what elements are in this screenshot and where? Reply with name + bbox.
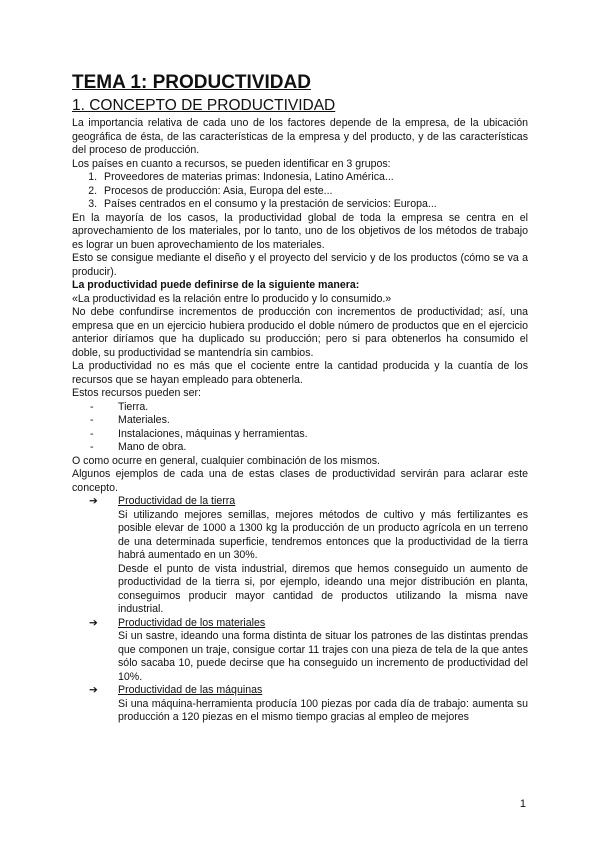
section-heading: 1. CONCEPTO DE PRODUCTIVIDAD [72,97,336,114]
dash-bullet: - [90,441,94,453]
majority-paragraph: En la mayoría de los casos, la productividad global de toda la empresa se centra en el aprovechamiento de los materiales, por lo tanto, uno de los objetivos de los métodos de trabajo es lograr un buen aprovechamiento de los materiales. [72,211,528,251]
definition-heading: La productividad puede definirse de la siguiente manera: [72,279,360,291]
example-paragraph: Si una máquina-herramienta producía 100 piezas por cada día de trabajo: aumenta su producción a 120 piezas en el mismo tiempo gracias al empleo de mejores [118,697,528,723]
document-title: TEMA 1: PRODUCTIVIDAD [72,72,311,93]
example-materials [72,617,528,631]
resources-list [72,401,528,455]
page-number: 1 [519,798,526,810]
example-paragraph: Si utilizando mejores semillas, mejores métodos de cultivo y más fertilizantes es posible elevar de 1000 a 1300 kg la producción de un producto agrícola en un terreno de una determinada superficie, tendremos entonces que la productividad de la tierra habrá aumentado en un 30%. [118,508,528,561]
examples-intro: Algunos ejemplos de cada una de estas clases de productividad servirán para aclarar este concepto. [72,468,528,494]
resources-intro: Estos recursos pueden ser: [72,387,201,399]
list-item: 3. Países centrados en el consumo y la prestación de servicios: Europa... [100,198,528,212]
list-item: - Tierra. [90,400,149,413]
example-machines [72,684,528,698]
design-paragraph: Esto se consigue mediante el diseño y el proyecto del servicio y de los productos (cómo se va a producir). [72,252,528,278]
arrow-right-icon: ➔ [89,616,98,629]
groups-intro: Los países en cuanto a recursos, se pueden identificar en 3 grupos: [72,157,391,170]
quotient-paragraph: La productividad no es más que el cociente entre la cantidad producida y la cuantía de los recursos que se hayan empleado para obtenerla. [72,360,528,386]
groups-list [72,171,528,212]
example-label: Productividad de la tierra [118,495,236,507]
arrow-right-icon: ➔ [89,495,98,507]
intro-paragraph: La importancia relativa de cada uno de los factores depende de la empresa, de la ubicación geográfica de ésta, de las características de la empresa y del producto, y de las características del proceso de producción. [72,117,528,156]
dash-bullet: - [90,414,94,426]
dash-bullet: - [90,427,94,440]
document-page [72,72,528,725]
example-label: Productividad de los materiales [118,616,266,629]
list-item: - Materiales. [90,414,170,426]
arrow-right-icon: ➔ [89,684,98,696]
definition-quote: «La productividad es la relación entre lo producido y lo consumido.» [72,292,392,305]
resources-outro: O como ocurre en general, cualquier combinación de los mismos. [72,454,380,467]
confuse-paragraph: No debe confundirse incrementos de producción con incrementos de productividad; así, una empresa que en un ejercicio hubiera producido el doble número de productos que en el ejercicio anterior diríamos que ha duplicado su producción; pero si para obtenerlos ha consumido el doble, su productividad se mantendría sin cambios. [72,306,528,359]
dash-bullet: - [90,400,94,413]
list-item: 2. Procesos de producción: Asia, Europa del este... [100,185,528,199]
list-item: - Mano de obra. [90,441,187,453]
example-label: Productividad de las máquinas [118,684,263,696]
list-item: - Instalaciones, máquinas y herramientas. [90,427,308,440]
list-item: 1. Proveedores de materias primas: Indonesia, Latino América... [100,171,528,185]
example-paragraph: Si un sastre, ideando una forma distinta de situar los patrones de las distintas prendas que componen un traje, consigue cortar 11 trajes con una pieza de tela de la que antes sólo sacaba 10, puede decirse que ha conseguido un incremento de productividad del 10%. [118,630,528,683]
example-land [72,495,528,509]
example-paragraph: Desde el punto de vista industrial, diremos que hemos conseguido un aumento de productividad de la tierra si, por ejemplo, ideando una mejor distribución en planta, conseguimos producir mayor cantidad de productos utilizando la misma nave industrial. [118,562,528,615]
